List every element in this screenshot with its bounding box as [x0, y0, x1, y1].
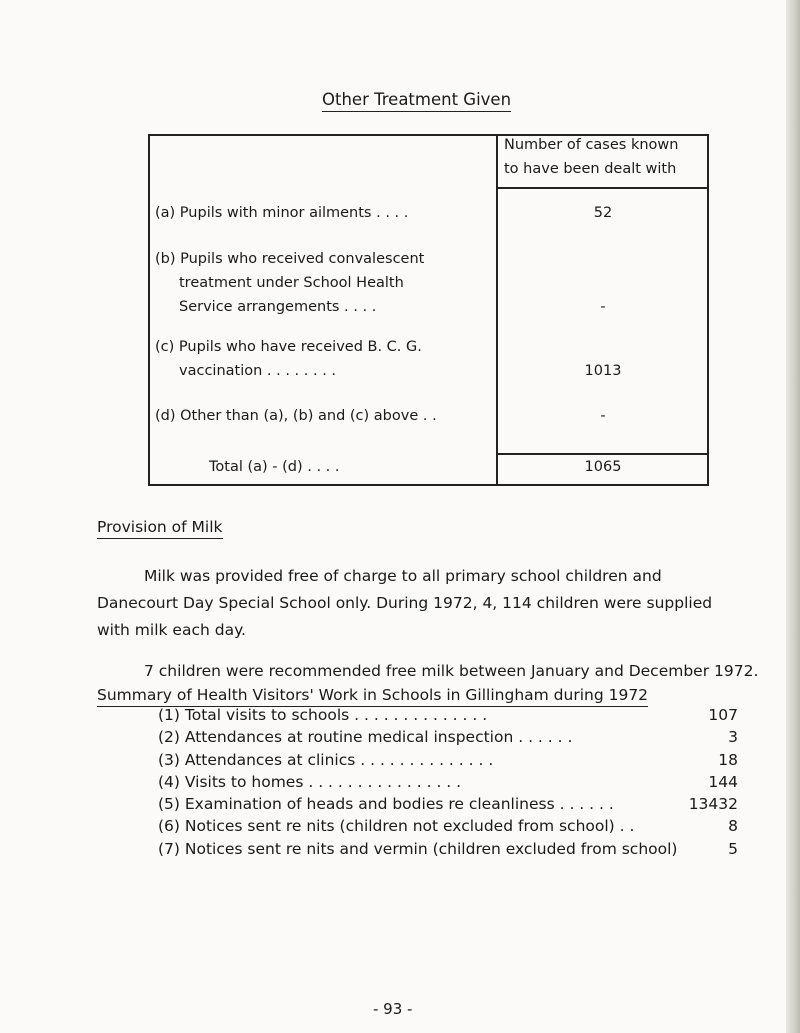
item-label: (2) Attendances at routine medical inspection . . . . . .: [158, 728, 573, 747]
row-a-label: (a) Pupils with minor ailments . . . .: [155, 205, 409, 221]
item-label: (7) Notices sent re nits and vermin (children excluded from school): [158, 839, 678, 858]
page-number: - 93 -: [373, 1000, 413, 1018]
row-d-value: -: [600, 408, 606, 424]
table-bottom-border: [148, 484, 709, 486]
row-a-value: 52: [593, 205, 613, 221]
item-value: 18: [718, 750, 738, 769]
item-value: 144: [708, 772, 738, 791]
table-left-border: [148, 134, 150, 486]
row-c-value: 1013: [584, 363, 622, 379]
column-header-line2: to have been dealt with: [504, 161, 677, 177]
item-value: 8: [728, 817, 738, 836]
total-value: 1065: [584, 459, 622, 475]
summary-heading: Summary of Health Visitors' Work in Schools in Gillingham during 1972: [97, 685, 648, 707]
row-d-label: (d) Other than (a), (b) and (c) above . .: [155, 408, 437, 424]
row-c-label-2: vaccination . . . . . . . .: [179, 363, 337, 379]
item-label: (6) Notices sent re nits (children not excluded from school) . .: [158, 817, 635, 836]
summary-list: [158, 704, 738, 860]
item-label: (4) Visits to homes . . . . . . . . . . . . . . . .: [158, 772, 462, 791]
page-title: Other Treatment Given: [322, 90, 511, 112]
row-c-label-1: (c) Pupils who have received B. C. G.: [155, 339, 422, 355]
row-b-label-3: Service arrangements . . . .: [179, 299, 377, 315]
row-b-value: -: [600, 299, 606, 315]
row-b-label-1: (b) Pupils who received convalescent: [155, 251, 425, 267]
item-label: (1) Total visits to schools . . . . . . . . . . . . . .: [158, 706, 488, 724]
row-b-label-2: treatment under School Health: [179, 275, 404, 291]
list-item: [158, 726, 738, 748]
item-value: 13432: [688, 795, 738, 814]
item-label: (5) Examination of heads and bodies re cleanliness . . . . . .: [158, 795, 614, 814]
list-item: [158, 749, 738, 771]
milk-para-line2: Danecourt Day Special School only. During 1972, 4, 114 children were supplied: [97, 594, 713, 612]
milk-para-line1: Milk was provided free of charge to all primary school children and: [144, 567, 662, 585]
header-rule: [496, 187, 709, 189]
item-label: (3) Attendances at clinics . . . . . . . . . . . . . .: [158, 750, 494, 769]
total-label: Total (a) - (d) . . . .: [209, 459, 340, 475]
list-item: [158, 815, 738, 837]
item-value: 5: [728, 839, 738, 858]
list-item: [158, 704, 738, 726]
scan-edge-shadow: [786, 0, 800, 1033]
column-header-line1: Number of cases known: [504, 137, 679, 153]
item-value: 107: [708, 706, 738, 724]
total-rule: [496, 453, 709, 455]
list-item: [158, 771, 738, 793]
milk-heading: Provision of Milk: [97, 517, 223, 539]
treatment-table: [148, 134, 709, 486]
list-item: [158, 793, 738, 815]
milk-para2: 7 children were recommended free milk between January and December 1972.: [144, 662, 759, 680]
item-value: 3: [728, 728, 738, 747]
milk-para-line3: with milk each day.: [97, 621, 246, 639]
list-item: [158, 838, 738, 860]
